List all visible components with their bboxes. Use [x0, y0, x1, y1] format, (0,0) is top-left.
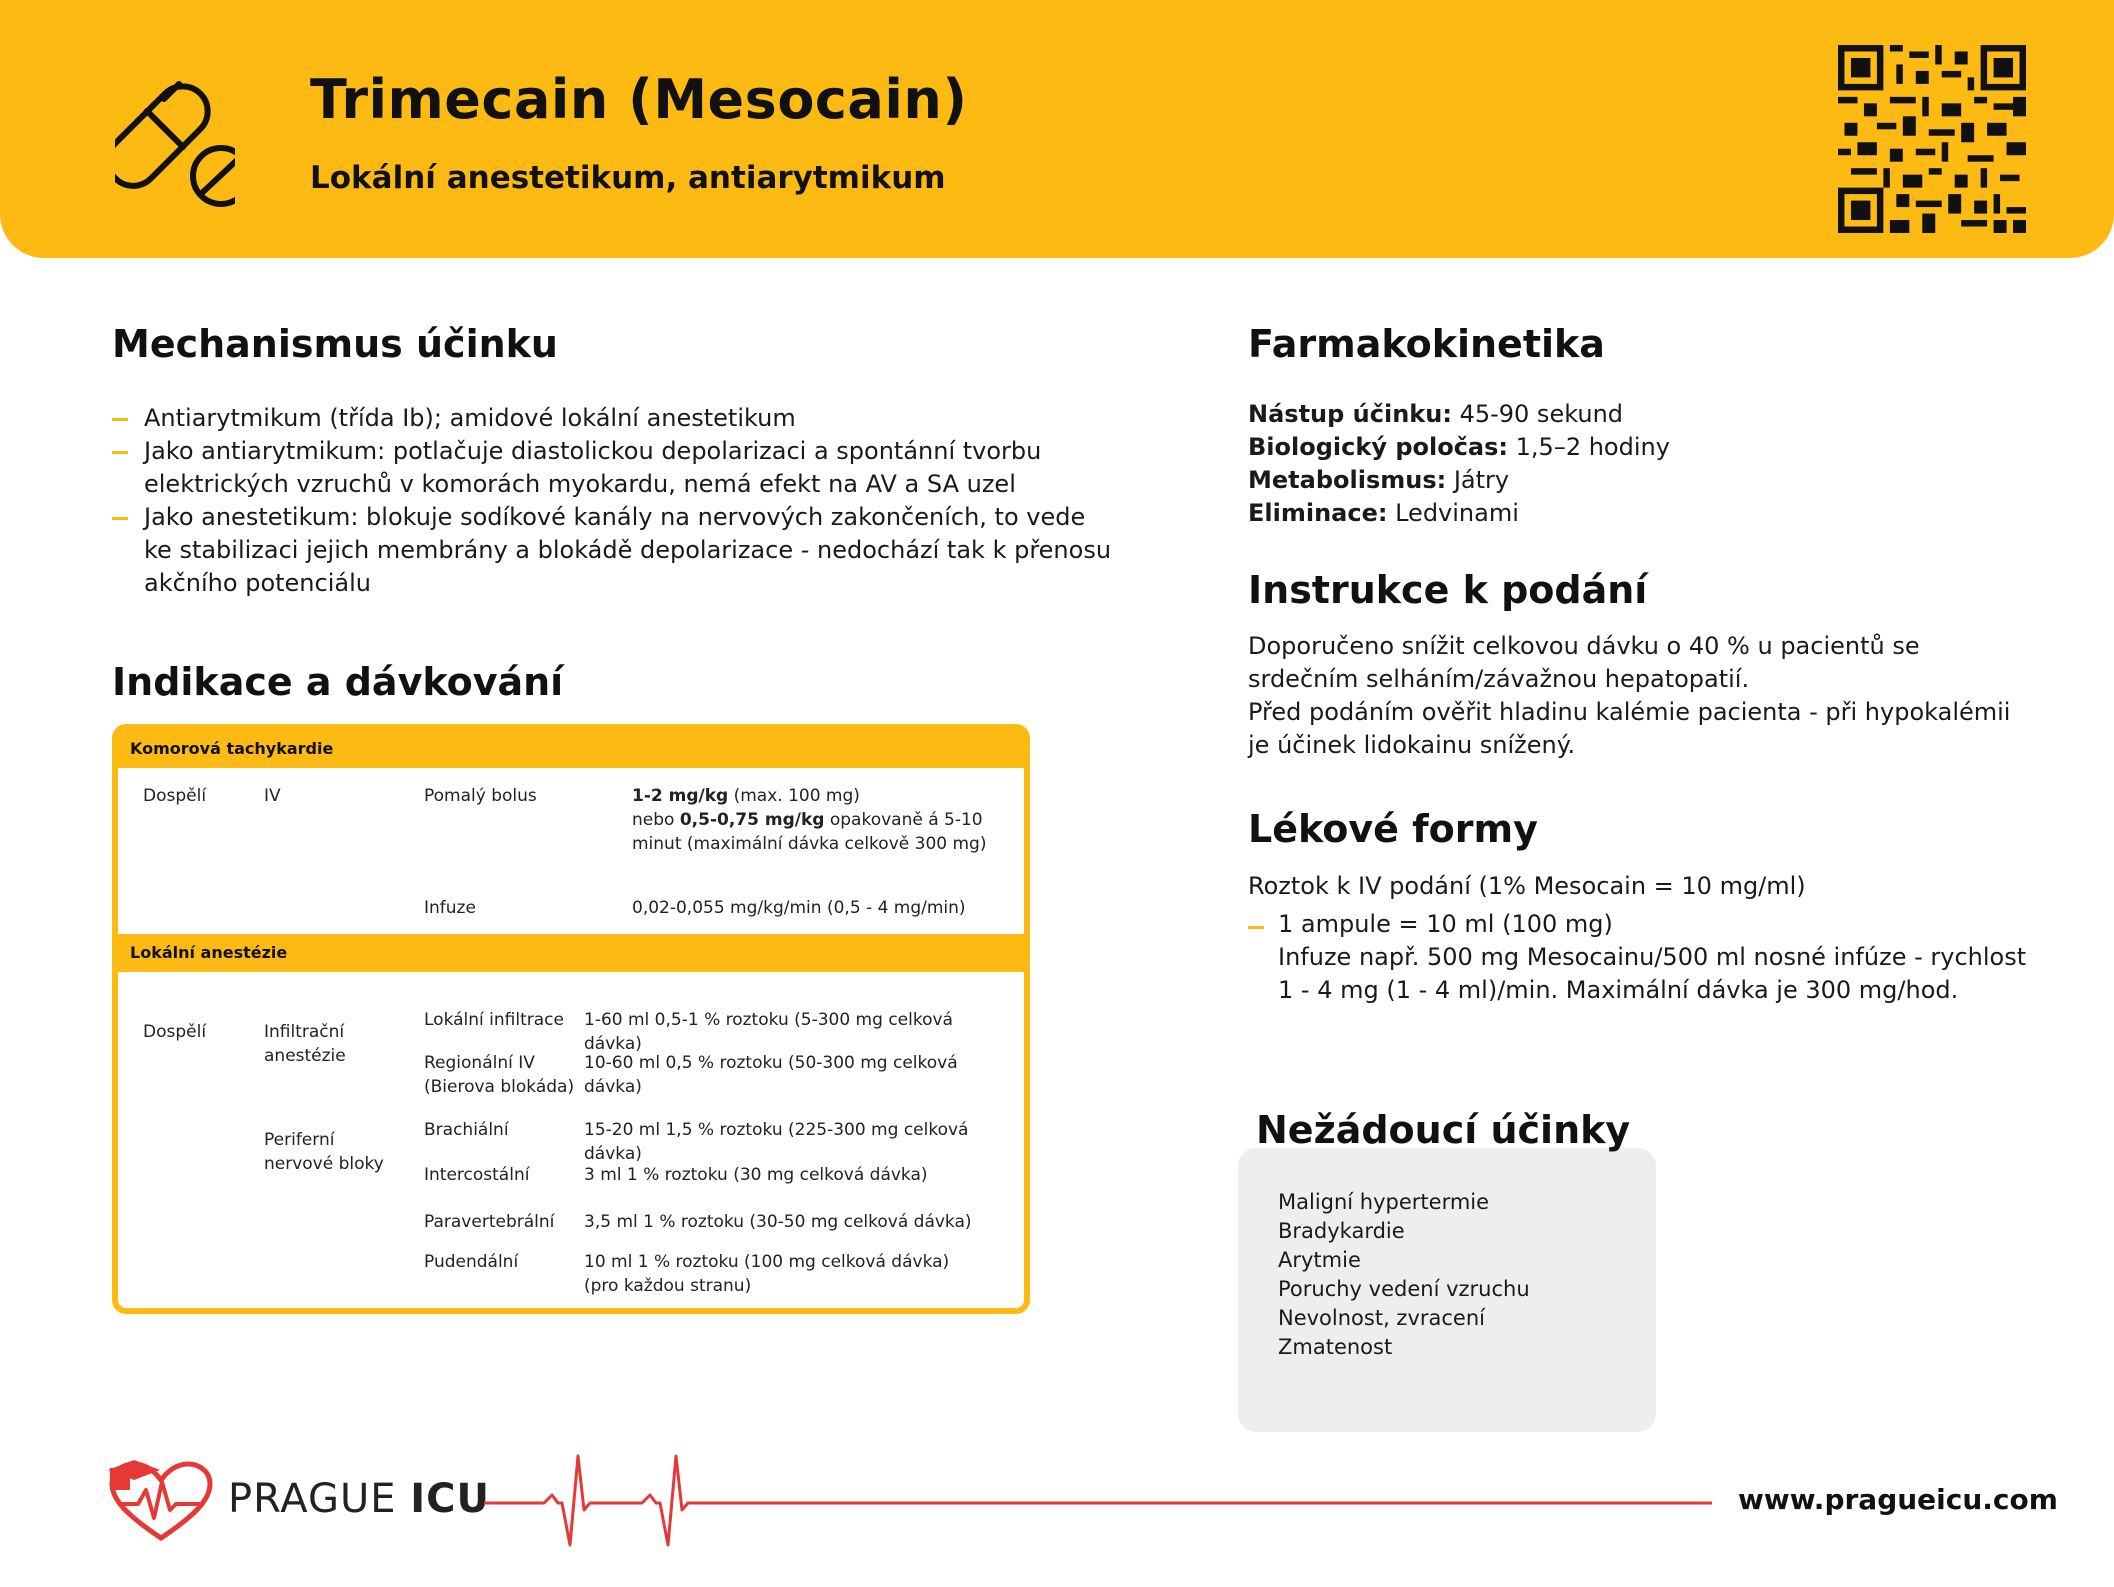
heart-logo-icon [108, 1460, 214, 1542]
list-item: Jako anestetikum: blokuje sodíkové kanály na nervových zakončeních, to vede ke stabilizaci jejich membrány a blokádě depolarizace - nedochází tak k přenosu akčního potenciálu [112, 501, 1112, 600]
vt-bolus-dose [632, 784, 1012, 856]
dosing-title: Indikace a dávkování [112, 660, 564, 704]
table-row-label: Paravertebrální [424, 1212, 555, 1232]
pk-onset [1248, 398, 1670, 431]
header-banner [0, 0, 2114, 258]
pk-value: Játry [1446, 466, 1510, 494]
list-item: Antiarytmikum (třída Ib); amidové lokální anestetikum [112, 402, 1112, 435]
page-title: Trimecain (Mesocain) [310, 68, 968, 131]
mechanism-list [112, 402, 1112, 600]
instructions-text [1248, 630, 2028, 762]
dose-line1: 10-60 ml 0,5 % roztoku (50-300 mg celková [584, 1053, 958, 1073]
website-link[interactable]: www.pragueicu.com [1738, 1483, 2058, 1516]
bolus-dose-bold: 1-2 mg/kg [632, 786, 729, 806]
forms-list [1248, 908, 2048, 1007]
table-row-dose [584, 1118, 1004, 1166]
band-local-anesthesia: Lokální anestézie [118, 934, 1024, 972]
vt-bolus-label: Pomalý bolus [424, 786, 537, 806]
table-row-dose [584, 1008, 1004, 1056]
label-line2: (Bierova blokáda) [424, 1077, 575, 1097]
list-item: Bradykardie [1278, 1219, 1405, 1243]
table-row-dose: 3 ml 1 % roztoku (30 mg celková dávka) [584, 1165, 928, 1185]
dose-line2: (pro každou stranu) [584, 1276, 752, 1296]
pharmacokinetics-title: Farmakokinetika [1248, 322, 1605, 366]
adverse-effects-list [1278, 1188, 1530, 1362]
forms-item-line2: Infuze např. 500 mg Mesocainu/500 ml nosné infúze - rychlost 1 - 4 mg (1 - 4 ml)/min. Maximální dávka je 300 mg/hod. [1278, 943, 2027, 1004]
brand-bold: ICU [410, 1476, 490, 1522]
brand-light: PRAGUE [228, 1476, 411, 1522]
la-group-nerve-blocks [264, 1128, 384, 1176]
label-line1: Regionální IV [424, 1053, 535, 1073]
pk-label: Eliminace: [1248, 499, 1388, 527]
table-row-label: Intercostální [424, 1165, 530, 1185]
forms-item-line1: 1 ampule = 10 ml (100 mg) [1278, 910, 1613, 938]
page-subtitle: Lokální anestetikum, antiarytmikum [310, 160, 946, 196]
table-row-dose: 3,5 ml 1 % roztoku (30-50 mg celková dávka) [584, 1212, 972, 1232]
pk-half-life [1248, 431, 1670, 464]
adverse-effects-title: Nežádoucí účinky [1256, 1108, 1631, 1152]
bolus-alt-bold: 0,5-0,75 mg/kg [679, 810, 825, 830]
table-row-label: Pudendální [424, 1252, 519, 1272]
pk-metabolism [1248, 464, 1670, 497]
table-row-dose [584, 1250, 1004, 1298]
group1-line1: Infiltrační [264, 1022, 345, 1042]
vt-route: IV [264, 786, 281, 806]
table-row-dose [584, 1051, 1004, 1099]
list-item [1248, 908, 2048, 1007]
dose-line1: 15-20 ml 1,5 % roztoku (225-300 mg celková [584, 1120, 969, 1140]
forms-title: Lékové formy [1248, 807, 1538, 851]
bolus-dose-rest: (max. 100 mg) [728, 786, 860, 806]
bolus-alt-pre: nebo [632, 810, 680, 830]
dose-line1: 1-60 ml 0,5-1 % roztoku (5-300 mg celková [584, 1010, 953, 1030]
table-row-label: Brachiální [424, 1120, 509, 1140]
bolus-alt-rest: opakovaně á 5-10 [824, 810, 983, 830]
forms-intro: Roztok k IV podání (1% Mesocain = 10 mg/ml) [1248, 872, 1806, 900]
dose-line1: 10 ml 1 % roztoku (100 mg celková dávka) [584, 1252, 950, 1272]
ekg-line [484, 1450, 1712, 1560]
la-population: Dospělí [143, 1022, 207, 1042]
vt-infusion-label: Infuze [424, 898, 476, 918]
pk-value: 45-90 sekund [1451, 400, 1624, 428]
pk-label: Biologický poločas: [1248, 433, 1509, 461]
dosing-table [112, 724, 1030, 1314]
pk-label: Metabolismus: [1248, 466, 1447, 494]
la-group-infiltration [264, 1020, 346, 1068]
list-item: Nevolnost, zvracení [1278, 1306, 1485, 1330]
table-row-label [424, 1051, 574, 1099]
pill-icon [115, 72, 235, 212]
dose-line2: dávka) [584, 1034, 642, 1054]
list-item: Poruchy vedení vzruchu [1278, 1277, 1530, 1301]
instructions-title: Instrukce k podání [1248, 568, 1648, 612]
pharmacokinetics-list [1248, 398, 1670, 530]
dose-line2: dávka) [584, 1144, 642, 1164]
list-item: Arytmie [1278, 1248, 1361, 1272]
pk-value: Ledvinami [1387, 499, 1519, 527]
mechanism-title: Mechanismus účinku [112, 322, 558, 366]
dose-line2: dávka) [584, 1077, 642, 1097]
group2-line1: Periferní [264, 1130, 335, 1150]
instructions-paragraph: Před podáním ověřit hladinu kalémie pacienta - při hypokalémii je účinek lidokainu snížený. [1248, 698, 2011, 759]
group2-line2: nervové bloky [264, 1154, 384, 1174]
qr-code [1838, 45, 2026, 233]
group1-line2: anestézie [264, 1046, 346, 1066]
vt-population: Dospělí [143, 786, 207, 806]
brand-name [228, 1476, 490, 1522]
table-row-label: Lokální infiltrace [424, 1010, 564, 1030]
vt-infusion-dose: 0,02-0,055 mg/kg/min (0,5 - 4 mg/min) [632, 898, 966, 918]
list-item: Jako antiarytmikum: potlačuje diastolickou depolarizaci a spontánní tvorbu elektrických vzruchů v komorách myokardu, nemá efekt na AV a SA uzel [112, 435, 1112, 501]
list-item: Zmatenost [1278, 1335, 1393, 1359]
bolus-alt-line2: minut (maximální dávka celkově 300 mg) [632, 834, 987, 854]
list-item: Maligní hypertermie [1278, 1190, 1490, 1214]
pk-label: Nástup účinku: [1248, 400, 1452, 428]
instructions-paragraph: Doporučeno snížit celkovou dávku o 40 % u pacientů se srdečním selháním/závažnou hepatopatií. [1248, 632, 1920, 693]
pk-value: 1,5–2 hodiny [1508, 433, 1670, 461]
pk-elimination [1248, 497, 1670, 530]
band-ventricular-tachycardia: Komorová tachykardie [118, 730, 1024, 768]
